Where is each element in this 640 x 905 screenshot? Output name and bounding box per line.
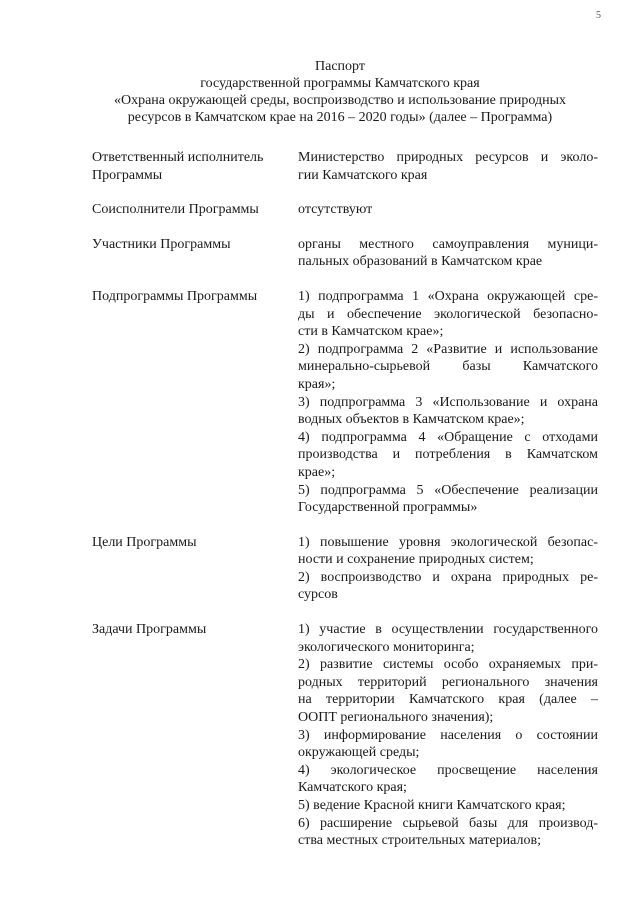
- row-label: [92, 534, 298, 604]
- value-item: [298, 394, 598, 429]
- value-line: 5) ведение Красной книги Камчатского края;: [298, 798, 566, 813]
- value-line: сурсов: [298, 587, 338, 603]
- row-label-line: Задачи Программы: [92, 622, 207, 638]
- value-line: 2) подпрограмма 2 «Развитие и использование: [298, 341, 598, 357]
- value-item: [298, 149, 598, 184]
- row-value: [298, 201, 598, 219]
- row-label: [92, 236, 298, 271]
- value-line: 1) подпрограмма 1 «Охрана окружающей сре-: [298, 288, 598, 304]
- passport-row: [92, 149, 598, 184]
- value-line: отсутствуют: [298, 202, 373, 218]
- value-line: органы местного самоуправления муници-: [298, 236, 598, 252]
- value-item: [298, 201, 598, 219]
- title-line: государственной программы Камчатского края: [200, 76, 480, 91]
- value-line: 1) участие в осуществлении государственного: [298, 622, 598, 638]
- value-line: Государственной программы»: [298, 500, 478, 516]
- row-value: [298, 288, 598, 517]
- value-item: [298, 288, 598, 341]
- row-label-line: Участники Программы: [92, 236, 231, 252]
- passport-row: [92, 288, 598, 517]
- value-line: ООПТ регионального значения);: [298, 710, 494, 726]
- value-line: 4) экологическое просвещение населения: [298, 762, 598, 778]
- row-label: [92, 621, 298, 850]
- row-label-line: Соисполнители Программы: [92, 202, 259, 218]
- value-line: ства местных строительных материалов;: [298, 833, 541, 849]
- passport-row: [92, 621, 598, 850]
- row-value: [298, 534, 598, 604]
- title-line: «Охрана окружающей среды, воспроизводство и использование природных: [113, 93, 566, 108]
- value-item: [298, 236, 598, 271]
- value-line: 2) воспроизводство и охрана природных ре-: [298, 569, 598, 585]
- value-line: родных территорий регионального значения: [298, 674, 598, 690]
- value-line: крае»;: [298, 464, 336, 480]
- value-item: [298, 429, 598, 482]
- value-item: [298, 815, 598, 850]
- value-item: [298, 341, 598, 394]
- value-line: 2) развитие системы особо охраняемых при-: [298, 657, 598, 673]
- value-line: на территории Камчатского края (далее –: [298, 692, 598, 708]
- value-item: [298, 762, 598, 797]
- title-line: Паспорт: [315, 59, 365, 74]
- value-line: 5) подпрограмма 5 «Обеспечение реализации: [298, 482, 598, 498]
- value-line: края»;: [298, 376, 336, 392]
- row-value: [298, 149, 598, 184]
- title-line: ресурсов в Камчатском крае на 2016 – 2020 годы» (далее – Программа): [127, 110, 553, 125]
- row-label: [92, 288, 298, 517]
- value-item: [298, 656, 598, 726]
- row-label: [92, 201, 298, 219]
- value-line: 3) подпрограмма 3 «Использование и охрана: [298, 394, 598, 410]
- value-line: 4) подпрограмма 4 «Обращение с отходами: [298, 429, 598, 445]
- value-item: [298, 482, 598, 517]
- row-value: [298, 236, 598, 271]
- page-number: 5: [596, 10, 601, 21]
- value-line: минерально-сырьевой базы Камчатского: [298, 359, 598, 375]
- value-line: водных объектов в Камчатском крае»;: [298, 412, 525, 428]
- value-line: ды и обеспечение экологической безопасно-: [298, 306, 598, 322]
- passport-row: [92, 201, 598, 219]
- value-item: [298, 727, 598, 762]
- row-label-line: Программы: [92, 167, 163, 183]
- value-line: 3) информирование населения о состоянии: [298, 727, 598, 743]
- value-line: 1) повышение уровня экологической безопас-: [298, 534, 598, 550]
- value-item: [298, 569, 598, 604]
- value-item: [298, 621, 598, 656]
- value-item: [298, 797, 598, 815]
- value-line: пальных образований в Камчатском крае: [298, 254, 543, 270]
- value-line: сти в Камчатском крае»;: [298, 324, 444, 340]
- passport-row: [92, 534, 598, 604]
- value-line: Камчатского края;: [298, 780, 407, 796]
- row-label-line: Подпрограммы Программы: [92, 288, 258, 304]
- row-value: [298, 621, 598, 850]
- value-line: производства и потребления в Камчатском: [298, 447, 598, 463]
- value-line: окружающей среды;: [298, 745, 420, 761]
- value-line: 6) расширение сырьевой базы для производ-: [298, 815, 598, 831]
- row-label-line: Ответственный исполнитель: [92, 150, 264, 165]
- passport-table: [92, 149, 598, 850]
- row-label-line: Цели Программы: [92, 534, 197, 550]
- document-title: [60, 58, 620, 126]
- passport-row: [92, 236, 598, 271]
- value-line: гии Камчатского края: [298, 167, 428, 183]
- value-item: [298, 534, 598, 569]
- value-line: Министерство природных ресурсов и эколо-: [298, 150, 598, 165]
- value-line: экологического мониторинга;: [298, 639, 475, 655]
- value-line: ности и сохранение природных систем;: [298, 552, 534, 568]
- row-label: [92, 149, 298, 184]
